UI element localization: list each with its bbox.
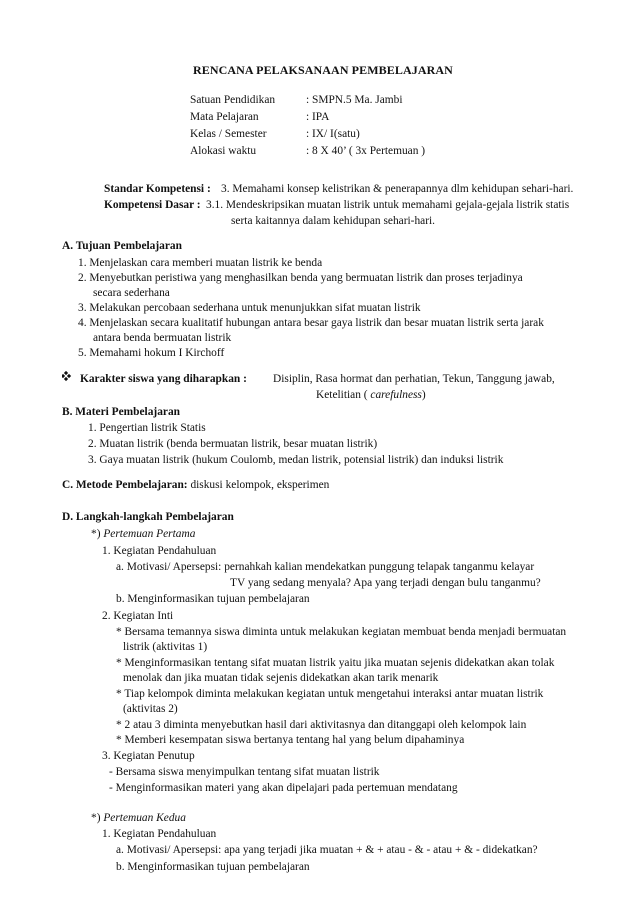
identity-value: : SMPN.5 Ma. Jambi bbox=[306, 94, 403, 106]
list-item: 1. Menjelaskan cara memberi muatan listrik ke benda bbox=[78, 257, 323, 269]
list-item: TV yang sedang menyala? Apa yang terjadi dengan bulu tanganmu? bbox=[230, 577, 541, 589]
list-item: * 2 atau 3 diminta menyebutkan hasil dari aktivitasnya dan ditanggapi oleh kelompok lain bbox=[116, 719, 527, 731]
list-item: * Memberi kesempatan siswa bertanya tentang hal yang belum dipahaminya bbox=[116, 734, 465, 746]
list-item: 1. Kegiatan Pendahuluan bbox=[102, 828, 217, 840]
sk-text: 3. Memahami konsep kelistrikan & penerapannya dlm kehidupan sehari-hari. bbox=[221, 183, 574, 195]
karakter-text: Disiplin, Rasa hormat dan perhatian, Tekun, Tanggung jawab, bbox=[273, 373, 555, 385]
meeting-2-title: *) Pertemuan Kedua bbox=[91, 812, 186, 824]
meeting-1-title: *) Pertemuan Pertama bbox=[91, 528, 196, 540]
list-item: 3. Gaya muatan listrik (hukum Coulomb, medan listrik, potensial listrik) dan induksi listrik bbox=[88, 454, 504, 466]
section-c-text: diskusi kelompok, eksperimen bbox=[190, 479, 330, 491]
section-c-title: C. Metode Pembelajaran: bbox=[62, 479, 188, 491]
section-b-title: B. Materi Pembelajaran bbox=[62, 406, 180, 418]
list-item: antara benda bermuatan listrik bbox=[93, 332, 232, 344]
identity-label: Kelas / Semester bbox=[190, 128, 267, 140]
identity-label: Alokasi waktu bbox=[190, 145, 257, 157]
list-item: 4. Menjelaskan secara kualitatif hubungan antara besar gaya listrik dan besar muatan listrik serta jarak bbox=[78, 317, 544, 329]
list-item: * Bersama temannya siswa diminta untuk melakukan kegiatan membuat benda menjadi bermuatan bbox=[116, 626, 567, 638]
list-item: 1. Pengertian listrik Statis bbox=[88, 422, 206, 434]
kd-label: Kompetensi Dasar : bbox=[104, 199, 201, 211]
list-item: 3. Melakukan percobaan sederhana untuk menunjukkan sifat muatan listrik bbox=[78, 302, 421, 314]
list-item: 5. Memahami hokum I Kirchoff bbox=[78, 347, 225, 359]
list-item: listrik (aktivitas 1) bbox=[123, 641, 208, 653]
list-item: * Tiap kelompok diminta melakukan kegiatan untuk mengetahui interaksi antar muatan listrik bbox=[116, 688, 544, 700]
karakter-label: Karakter siswa yang diharapkan : bbox=[80, 373, 247, 385]
kd-text: 3.1. Mendeskripsikan muatan listrik untuk memahami gejala-gejala listrik statis bbox=[206, 199, 570, 211]
identity-value: : IPA bbox=[306, 111, 330, 123]
list-item: 3. Kegiatan Penutup bbox=[102, 750, 195, 762]
identity-label: Satuan Pendidikan bbox=[190, 94, 276, 106]
identity-label: Mata Pelajaran bbox=[190, 111, 259, 123]
section-c bbox=[62, 478, 329, 492]
section-a-title: A. Tujuan Pembelajaran bbox=[62, 240, 182, 252]
list-item: b. Menginformasikan tujuan pembelajaran bbox=[116, 861, 310, 873]
list-item: a. Motivasi/ Apersepsi: apa yang terjadi jika muatan + & + atau - & - atau + & - didekatkan? bbox=[116, 844, 538, 856]
diamond-bullet-icon bbox=[62, 371, 73, 385]
list-item: a. Motivasi/ Apersepsi: pernahkah kalian mendekatkan punggung telapak tanganmu kelayar bbox=[116, 561, 535, 573]
page-title: RENCANA PELAKSANAAN PEMBELAJARAN bbox=[193, 63, 453, 77]
list-item: 1. Kegiatan Pendahuluan bbox=[102, 545, 217, 557]
list-item: - Menginformasikan materi yang akan dipelajari pada pertemuan mendatang bbox=[109, 782, 458, 794]
list-item: secara sederhana bbox=[93, 287, 170, 299]
list-item: 2. Menyebutkan peristiwa yang menghasilkan benda yang bermuatan listrik dan proses terjadinya bbox=[78, 272, 523, 284]
list-item: * Menginformasikan tentang sifat muatan listrik yaitu jika muatan sejenis didekatkan akan tolak bbox=[116, 657, 555, 669]
kd-text-cont: serta kaitannya dalam kehidupan sehari-hari. bbox=[231, 215, 435, 227]
identity-value: : 8 X 40’ ( 3x Pertemuan ) bbox=[306, 145, 426, 157]
list-item: 2. Muatan listrik (benda bermuatan listrik, besar muatan listrik) bbox=[88, 438, 378, 450]
sk-label: Standar Kompetensi : bbox=[104, 183, 211, 195]
list-item: b. Menginformasikan tujuan pembelajaran bbox=[116, 593, 310, 605]
list-item: 2. Kegiatan Inti bbox=[102, 610, 174, 622]
identity-value: : IX/ I(satu) bbox=[306, 128, 360, 140]
karakter-text-cont: Ketelitian ( carefulness) bbox=[316, 389, 426, 401]
list-item: (aktivitas 2) bbox=[123, 703, 178, 715]
list-item: - Bersama siswa menyimpulkan tentang sifat muatan listrik bbox=[109, 766, 380, 778]
list-item: menolak dan jika muatan tidak sejenis didekatkan akan tarik menarik bbox=[123, 672, 439, 684]
section-d-title: D. Langkah-langkah Pembelajaran bbox=[62, 511, 234, 523]
